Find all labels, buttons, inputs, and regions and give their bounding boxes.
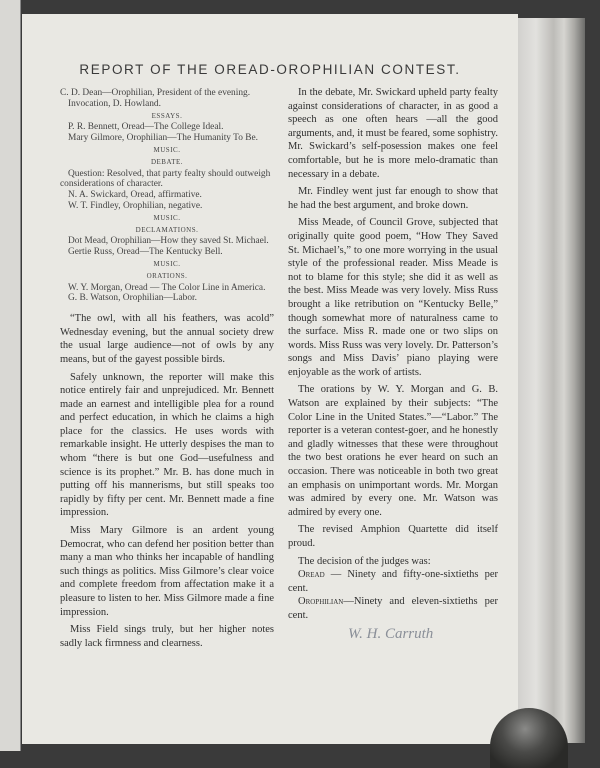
decision-oread [288,568,498,595]
paragraph: Miss Field sings truly, but her higher notes sadly lack firmness and clearness. [60,624,274,649]
decision-intro: The decision of the judges was: [298,555,431,567]
paragraph: In the debate, Mr. Swickard upheld party fealty against considerations of character, in as good a speech as one often hears —all the good arguments, and, it must be feared, some sophistry. Mr. Swickard’s self-posession makes one feel comfortable, but he is more melo-dramatic than necessary in a debate. [288,87,498,180]
oread-score: — Ninety and fifty-one-sixtieths per cent. [288,569,498,594]
left-column [60,88,274,654]
handwritten-signature: W. H. Carruth [348,625,434,642]
section-heading: MUSIC. [153,259,181,268]
paragraph: Miss Mary Gilmore is an ardent young Democrat, who can defend her position better than many a man who thinks her incapable of handling such things as politics. Miss Gilmore’s clear voice and complete freedom from affectation make it a pleasure to listen to her. Miss Gilmore made a fine impression. [60,525,274,618]
paragraph: Safely unknown, the reporter will make this notice entirely fair and unprejudiced. Mr. Bennett made an earnest and intelligible plea for a round and perfect education, in which he claims a high place for the classics. He uses words with remarkable insight. He utterly despises the man to whom “there is but one God—usefulness and science is its prophet.” Mr. B. has done much in putting off his mannerisms, but still speaks too rapidly by fifty per cent. Mr. Bennett made a fine impression. [60,371,274,519]
orophilian-label: Orophilian [298,596,344,608]
left-body-text [60,312,274,650]
program-item: W. T. Findley, Orophilian, negative. [68,200,203,211]
oread-label: Oread [298,569,325,581]
program-president: C. D. Dean—Orophilian, President of the evening. [60,88,251,98]
program-list [60,88,274,304]
orophilian-score: —Ninety and eleven-sixtieths per cent. [288,596,498,621]
section-heading: MUSIC. [153,145,181,154]
program-item: Question: Resolved, that party fealty should outweigh considerations of character. [60,168,271,190]
program-item: P. R. Bennett, Oread—The College Ideal. [68,122,224,133]
program-invocation: Invocation, D. Howland. [68,98,161,109]
program-item: Gertie Russ, Oread—The Kentucky Bell. [68,247,223,258]
program-item: Dot Mead, Orophilian—How they saved St. Michael. [68,236,269,247]
paragraph: Mr. Findley went just far enough to show that he had the best argument, and broke down. [288,186,498,211]
paragraph: Miss Meade, of Council Grove, subjected that originally quite good poem, “How They Saved St. Michael’s,” to one more worrying in the usual style of the professional reader. Miss Meade is not to blame for this style; she did it as well as the best. Miss Meade was very lovely. Miss Russ brought a like retribution on “Kentucky Belle,” though somewhat more of naturalness came to the surface. Miss R. made one or two slips on words. Miss Russ was very lovely. Dr. Patterson’s songs and Miss Davis’ piano playing were enjoyable as the work of artists. [288,217,498,378]
program-item: W. Y. Morgan, Oread — The Color Line in America. [68,282,266,293]
previous-page-edge [0,0,21,751]
section-heading: DECLAMATIONS. [135,225,199,234]
decision-orophilian [288,595,498,622]
right-column [288,86,498,643]
document-page [22,14,518,744]
section-heading: DEBATE. [150,157,184,166]
paragraph: “The owl, with all his feathers, was acold” Wednesday evening, but the annual society drew the usual large audience—not of owls by any means, but of the gayest possible birds. [60,313,274,365]
page-stack-edges [515,18,585,743]
paragraph: The orations by W. Y. Morgan and G. B. Watson are explained by their subjects: “The Color Line in the United States.”—“Labor.” The reporter is a veteran contest-goer, and he honestly and gladly witnesses that these were throughout the two best orations he ever heard on such an occasion. There was noticeable in both two great an emphasis on unimportant words. Mr. Morgan was admired by every one. Mr. Watson was admired by every one. [288,384,498,518]
program-item: Mary Gilmore, Orophilian—The Humanity To Be. [68,133,259,144]
section-heading: ORATIONS. [146,271,188,280]
paragraph: The revised Amphion Quartette did itself proud. [288,524,498,549]
section-heading: ESSAYS. [151,111,183,120]
section-heading: MUSIC. [153,213,181,222]
page-title: REPORT OF THE OREAD-OROPHILIAN CONTEST. [79,62,461,77]
program-item: N. A. Swickard, Oread, affirmative. [68,190,202,201]
program-item: G. B. Watson, Orophilian—Labor. [68,293,198,304]
